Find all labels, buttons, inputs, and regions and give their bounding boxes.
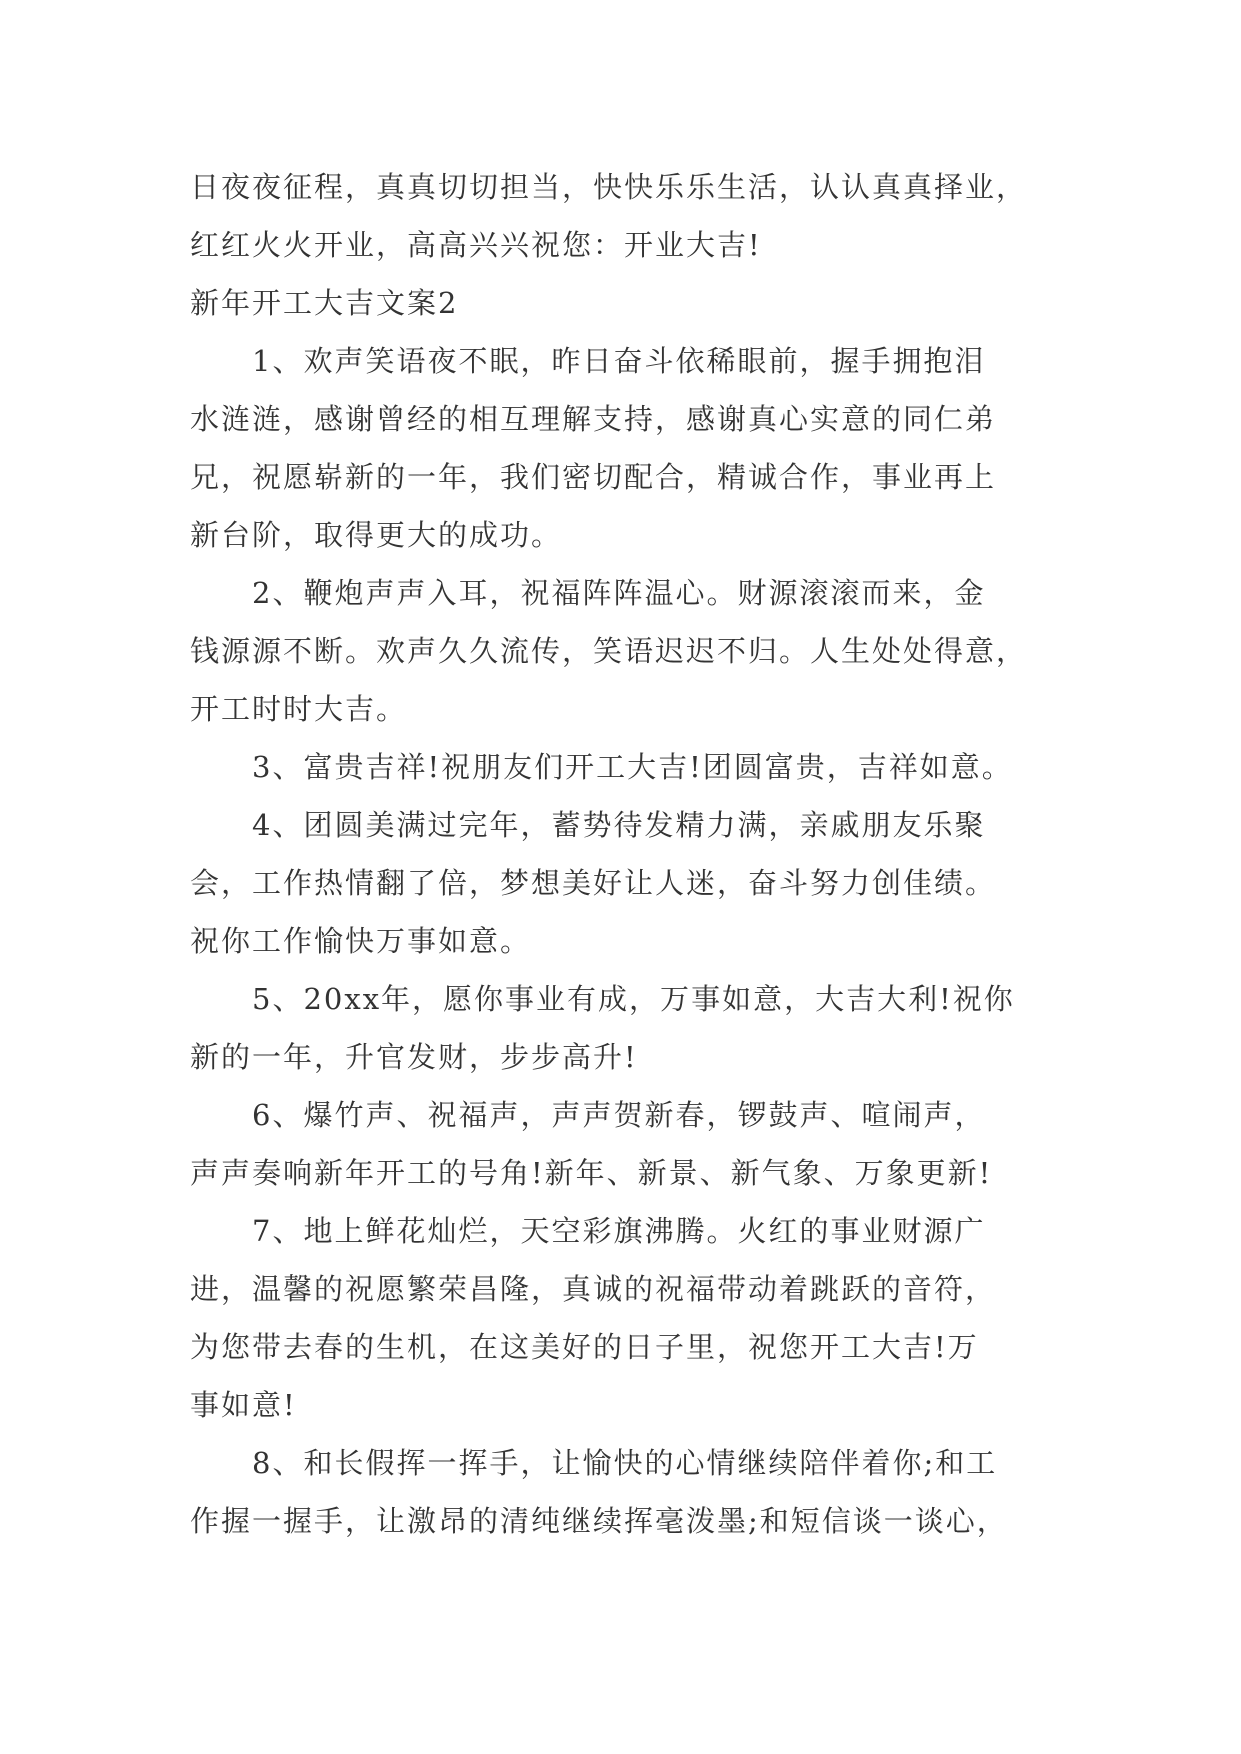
text-line: 日夜夜征程，真真切切担当，快快乐乐生活，认认真真择业， xyxy=(190,170,1028,204)
text-line: 事如意! xyxy=(190,1388,297,1422)
text-line: 新台阶，取得更大的成功。 xyxy=(190,518,563,552)
text-line: 为您带去春的生机，在这美好的日子里，祝您开工大吉!万 xyxy=(190,1330,979,1364)
paragraph-start: 6、爆竹声、祝福声，声声贺新春，锣鼓声、喧闹声， xyxy=(252,1098,986,1132)
paragraph-start: 4、团圆美满过完年，蓄势待发精力满，亲戚朋友乐聚 xyxy=(252,808,986,842)
text-line: 水涟涟，感谢曾经的相互理解支持，感谢真心实意的同仁弟 xyxy=(190,402,997,436)
text-line: 红红火火开业，高高兴兴祝您：开业大吉! xyxy=(190,228,762,262)
document-body xyxy=(190,158,1060,1550)
text-line: 作握一握手，让激昂的清纯继续挥毫泼墨;和短信谈一谈心， xyxy=(190,1504,1008,1538)
text-line: 声声奏响新年开工的号角!新年、新景、新气象、万象更新! xyxy=(190,1156,993,1190)
text-line: 兄，祝愿崭新的一年，我们密切配合，精诚合作，事业再上 xyxy=(190,460,997,494)
paragraph-start: 2、鞭炮声声入耳，祝福阵阵温心。财源滚滚而来，金 xyxy=(252,576,986,610)
text-line: 祝你工作愉快万事如意。 xyxy=(190,924,532,958)
paragraph-start: 3、富贵吉祥!祝朋友们开工大吉!团圆富贵，吉祥如意。 xyxy=(252,750,1013,784)
text-line: 开工时时大吉。 xyxy=(190,692,408,726)
paragraph-start: 1、欢声笑语夜不眠，昨日奋斗依稀眼前，握手拥抱泪 xyxy=(252,344,986,378)
text-line: 进，温馨的祝愿繁荣昌隆，真诚的祝福带动着跳跃的音符， xyxy=(190,1272,997,1306)
paragraph-start: 7、地上鲜花灿烂，天空彩旗沸腾。火红的事业财源广 xyxy=(252,1214,986,1248)
text-line: 新的一年，升官发财，步步高升! xyxy=(190,1040,638,1074)
text-line: 会，工作热情翻了倍，梦想美好让人迷，奋斗努力创佳绩。 xyxy=(190,866,997,900)
paragraph-start: 5、20xx年，愿你事业有成，万事如意，大吉大利!祝你 xyxy=(252,982,1015,1016)
paragraph-start: 8、和长假挥一挥手，让愉快的心情继续陪伴着你;和工 xyxy=(252,1446,998,1480)
text-line: 钱源源不断。欢声久久流传，笑语迟迟不归。人生处处得意， xyxy=(190,634,1028,668)
section-heading: 新年开工大吉文案2 xyxy=(190,286,459,320)
